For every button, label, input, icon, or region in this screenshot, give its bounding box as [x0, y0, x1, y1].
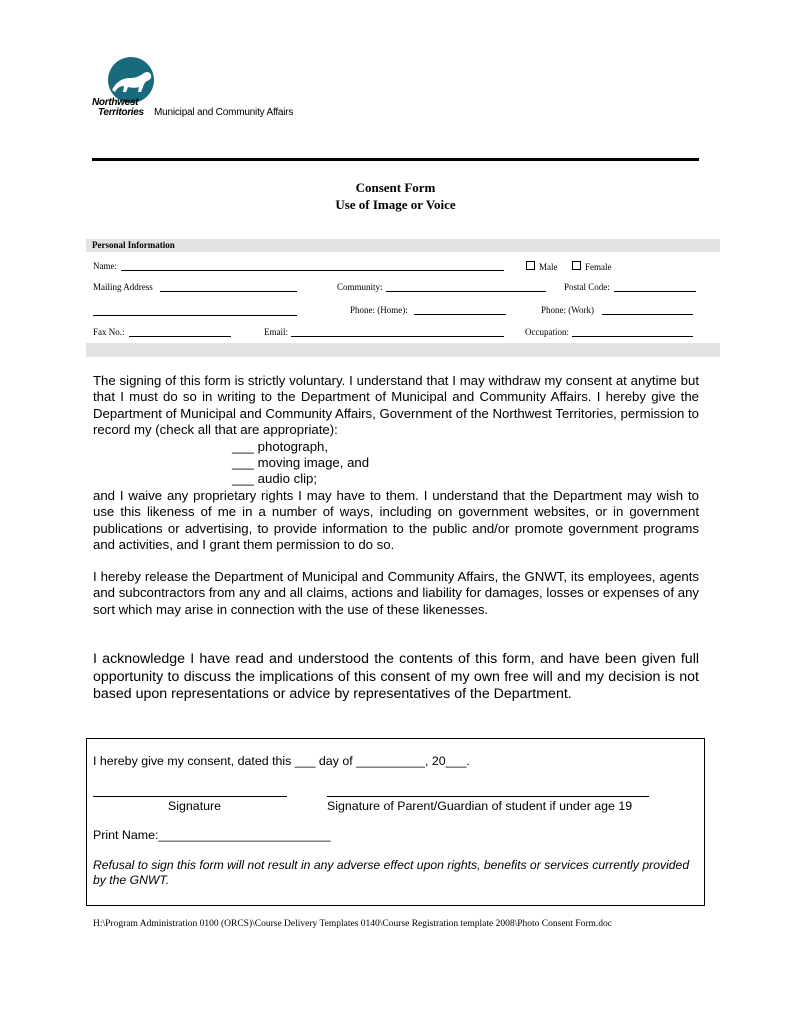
guardian-signature-label: Signature of Parent/Guardian of student if under age 19 [327, 799, 633, 813]
phone-home-field[interactable] [414, 314, 506, 315]
occupation-label: Occupation: [525, 327, 569, 337]
mailing-address-line2-field[interactable] [93, 315, 297, 316]
nwt-logo [92, 56, 332, 120]
mailing-address-label: Mailing Address [93, 282, 153, 292]
voluntary-paragraph: The signing of this form is strictly voluntary. I understand that I may withdraw my consent at anytime but that I must do so in writing to the Department of Municipal and Community Affairs. I hereby give the Department of Municipal and Community Affairs, Government of the Northwest Territories, permission to record my (check all that are appropriate): [93, 373, 699, 438]
consent-dated-line[interactable]: I hereby give my consent, dated this ___ day of __________, 20___. [93, 754, 470, 768]
form-title-line2: Use of Image or Voice [335, 197, 456, 212]
community-field[interactable] [386, 291, 546, 292]
signature-label: Signature [168, 799, 222, 813]
form-title-line1: Consent Form [355, 180, 436, 195]
print-name-field[interactable]: Print Name:_________________________ [93, 828, 331, 842]
signature-line[interactable] [93, 796, 287, 797]
release-paragraph: I hereby release the Department of Municipal and Community Affairs, the GNWT, its employees, agents and subcontractors from any and all claims, actions and liability for damages, losses or expenses of any sort which may arise in connection with the use of these likenesses. [93, 569, 699, 617]
logo-text-territories: Territories [98, 107, 144, 118]
fax-field[interactable] [129, 336, 231, 337]
occupation-field[interactable] [572, 336, 693, 337]
personal-info-header-label: Personal Information [92, 240, 175, 250]
female-checkbox[interactable] [572, 261, 581, 270]
acknowledge-paragraph: I acknowledge I have read and understood the contents of this form, and have been given full opportunity to discuss the implications of this consent of my own free will and my decision is not based upon representations or advice by representatives of the Department. [93, 651, 699, 703]
phone-work-label: Phone: (Work) [541, 305, 595, 315]
personal-info-header [86, 239, 720, 252]
refusal-note: Refusal to sign this form will not result in any adverse effect upon rights, benefits or services currently provided by the GNWT. [93, 858, 690, 887]
email-field[interactable] [291, 336, 504, 337]
consent-box [86, 738, 705, 906]
postal-code-label: Postal Code: [564, 282, 610, 292]
option-moving-image: ___ moving image, and [232, 455, 370, 470]
name-field[interactable] [121, 270, 504, 271]
name-label: Name: [93, 261, 117, 271]
personal-info-footer-band [86, 343, 720, 357]
community-label: Community: [337, 282, 383, 292]
option-audio-clip: ___ audio clip; [232, 471, 318, 486]
male-checkbox[interactable] [526, 261, 535, 270]
logo-text-northwest: Northwest [92, 97, 139, 108]
guardian-signature-line[interactable] [327, 796, 649, 797]
phone-work-field[interactable] [602, 314, 693, 315]
document-path-footer: H:\Program Administration 0100 (ORCS)\Course Delivery Templates 0140\Course Registration template 2008\Photo Consent Form.doc [93, 919, 612, 929]
option-photograph: ___ photograph, [232, 439, 329, 454]
postal-code-field[interactable] [614, 291, 696, 292]
male-label: Male [539, 262, 558, 272]
logo-department-name: Municipal and Community Affairs [154, 107, 294, 118]
fax-label: Fax No.: [93, 327, 125, 337]
female-label: Female [585, 262, 612, 272]
form-title [92, 179, 699, 213]
phone-home-label: Phone: (Home): [350, 305, 408, 315]
header-rule [92, 158, 699, 161]
email-label: Email: [264, 327, 288, 337]
mailing-address-field[interactable] [160, 291, 297, 292]
proprietary-rights-paragraph: and I waive any proprietary rights I may have to them. I understand that the Department may wish to use this likeness of me in a number of ways, including on government websites, or in government publications or advertising, to provide information to the public and/or promote government programs and activities, and I grant them permission to do so. [93, 488, 699, 553]
